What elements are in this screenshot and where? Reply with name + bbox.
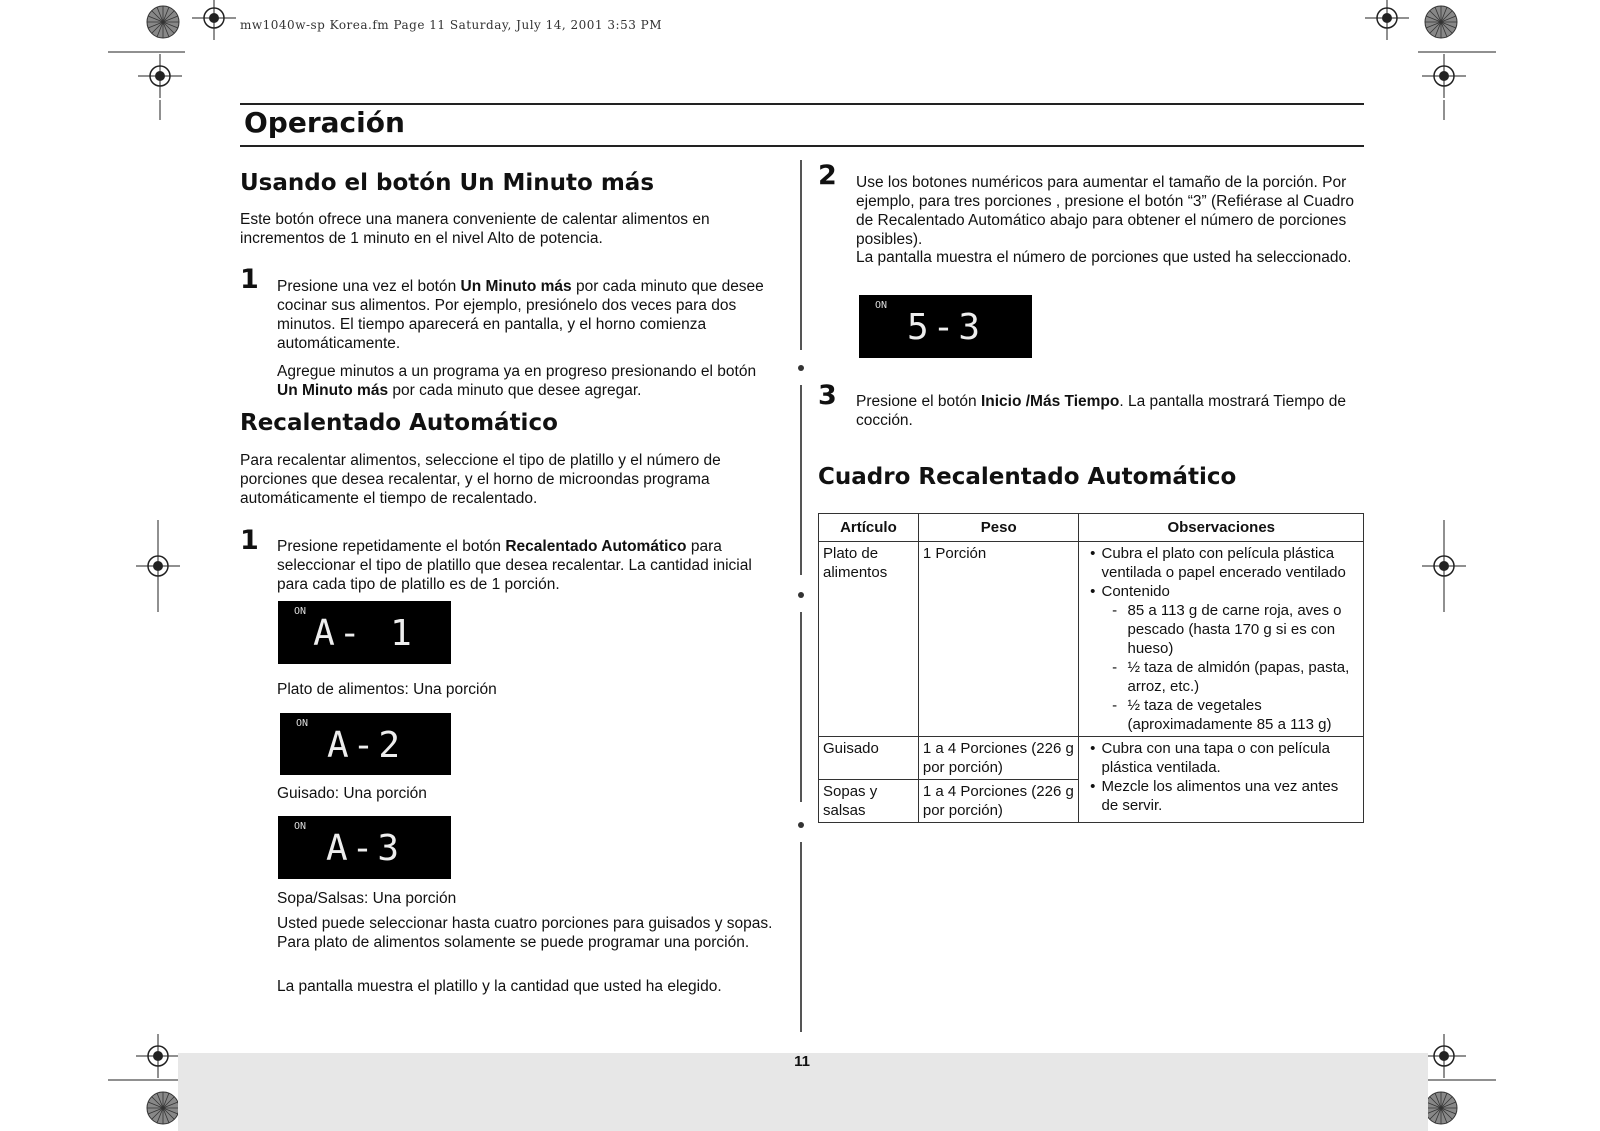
lcd-on-indicator: ON bbox=[294, 821, 307, 832]
step-text-part: . La pantalla mostrará Tiempo de cocción. bbox=[856, 393, 1346, 429]
lcd-on-indicator: ON bbox=[294, 606, 307, 617]
button-name-bold: Inicio /Más Tiempo bbox=[980, 393, 1120, 410]
title-top-rule bbox=[240, 103, 1364, 105]
column-divider bbox=[800, 385, 802, 575]
section-intro-one-minute: Este botón ofrece una manera conveniente de calentar alimentos en incrementos de 1 minuto en el nivel Alto de potencia. bbox=[240, 211, 710, 247]
lcd-value: A-2 bbox=[326, 725, 405, 766]
button-name-bold: Recalentado Automático bbox=[505, 538, 687, 555]
section-heading-auto-reheat: Recalentado Automático bbox=[240, 410, 558, 436]
section-heading-one-minute: Usando el botón Un Minuto más bbox=[240, 170, 655, 196]
lcd-value: 5-3 bbox=[906, 307, 985, 348]
step-text-add-minutes bbox=[277, 362, 777, 400]
step-number: 3 bbox=[818, 380, 837, 411]
step-text-start bbox=[856, 392, 1366, 430]
lcd-display-portions bbox=[859, 295, 1032, 358]
lcd-on-indicator: ON bbox=[875, 300, 888, 311]
auto-reheat-table bbox=[818, 513, 1364, 823]
step-text-part: Agregue minutos a un programa ya en progreso presionando el botón bbox=[277, 363, 757, 380]
column-header-item: Artículo bbox=[819, 514, 919, 542]
lcd-display-casserole bbox=[280, 713, 451, 775]
lcd-value: A-3 bbox=[325, 828, 404, 869]
section-intro-auto-reheat: Para recalentar alimentos, seleccione el tipo de platillo y el número de porciones que desea recalentar, y el horno de microondas programa automáticamente el tiempo de recalentado. bbox=[240, 452, 721, 507]
notes-bullet: • Mezcle los alimentos una vez antes de servir. bbox=[1099, 777, 1359, 815]
notes-bullet bbox=[1099, 582, 1359, 734]
page-title: Operación bbox=[244, 106, 405, 139]
step-number: 2 bbox=[818, 160, 837, 191]
step-text-auto-reheat bbox=[277, 537, 782, 594]
table-heading: Cuadro Recalentado Automático bbox=[818, 464, 1237, 490]
step-text-part: Presione una vez el botón bbox=[277, 278, 461, 295]
table-header-row bbox=[819, 514, 1364, 542]
title-bottom-rule bbox=[240, 145, 1364, 147]
step-text-part: por cada minuto que desee cocinar sus alimentos. Por ejemplo, presiónelo dos veces para dos minutos. El tiempo aparecerá en pantalla, y el horno comienza automáticamente. bbox=[277, 278, 764, 352]
lcd-value: A- 1 bbox=[313, 613, 416, 654]
column-divider bbox=[800, 842, 802, 1032]
notes-bullet: • Cubra el plato con película plástica ventilada o papel encerado ventilado bbox=[1099, 544, 1359, 582]
lcd-display-plate bbox=[278, 601, 451, 664]
display-caption: Plato de alimentos: Una porción bbox=[277, 681, 497, 698]
step-number: 1 bbox=[240, 264, 259, 295]
column-divider bbox=[800, 160, 802, 350]
column-header-weight: Peso bbox=[918, 514, 1079, 542]
page-number: 11 bbox=[794, 1053, 810, 1070]
notes-sub-item: - ½ taza de vegetales (aproximadamente 85 a 113 g) bbox=[1125, 696, 1359, 734]
print-header: mw1040w-sp Korea.fm Page 11 Saturday, July 14, 2001 3:53 PM bbox=[240, 18, 663, 32]
cell-notes bbox=[1079, 542, 1364, 737]
column-divider bbox=[800, 612, 802, 802]
notes-sub-item: - ½ taza de almidón (papas, pasta, arroz, etc.) bbox=[1125, 658, 1359, 696]
button-name-bold: Un Minuto más bbox=[460, 278, 572, 295]
divider-dot bbox=[798, 822, 804, 828]
lcd-display-soup bbox=[278, 816, 451, 879]
cell-weight: 1 a 4 Porciones (226 g por porción) bbox=[918, 780, 1079, 823]
button-name-bold: Un Minuto más bbox=[277, 382, 389, 399]
notes-bullet-text: Contenido bbox=[1101, 583, 1170, 600]
display-caption: Guisado: Una porción bbox=[277, 785, 427, 802]
step-text-part: Presione el botón bbox=[856, 393, 981, 410]
step-text-one-minute bbox=[277, 277, 777, 353]
divider-dot bbox=[798, 592, 804, 598]
cell-item: Guisado bbox=[819, 737, 919, 780]
step-number: 1 bbox=[240, 525, 259, 556]
step-text-part: Presione repetidamente el botón bbox=[277, 538, 506, 555]
display-caption: Sopa/Salsas: Una porción bbox=[277, 890, 457, 907]
display-note: La pantalla muestra el platillo y la cantidad que usted ha elegido. bbox=[277, 978, 722, 995]
notes-sub-item: - 85 a 113 g de carne roja, aves o pescado (hasta 170 g si es con hueso) bbox=[1125, 601, 1359, 658]
cell-weight: 1 a 4 Porciones (226 g por porción) bbox=[918, 737, 1079, 780]
column-header-notes: Observaciones bbox=[1079, 514, 1364, 542]
step-text-portion-display: La pantalla muestra el número de porciones que usted ha seleccionado. bbox=[856, 249, 1352, 266]
notes-bullet: • Cubra con una tapa o con película plástica ventilada. bbox=[1099, 739, 1359, 777]
table-row bbox=[819, 542, 1364, 737]
table-row bbox=[819, 737, 1364, 780]
cell-item: Sopas y salsas bbox=[819, 780, 919, 823]
cell-item: Plato de alimentos bbox=[819, 542, 919, 737]
cell-notes-shared bbox=[1079, 737, 1364, 823]
divider-dot bbox=[798, 365, 804, 371]
lcd-on-indicator: ON bbox=[296, 718, 309, 729]
step-text-portion-size: Use los botones numéricos para aumentar el tamaño de la porción. Por ejemplo, para tres porciones , presione el botón “3” (Refiérase al Cuadro de Recalentado Automático abajo para obtener el número de porciones posibles). bbox=[856, 174, 1354, 248]
portion-note: Usted puede seleccionar hasta cuatro porciones para guisados y sopas. Para plato de alimentos solamente se puede programar una porción. bbox=[277, 915, 773, 951]
cell-weight: 1 Porción bbox=[918, 542, 1079, 737]
step-text-part: por cada minuto que desee agregar. bbox=[388, 382, 642, 399]
step-text-part: para seleccionar el tipo de platillo que desea recalentar. La cantidad inicial para cada tipo de platillo es de 1 porción. bbox=[277, 538, 752, 593]
